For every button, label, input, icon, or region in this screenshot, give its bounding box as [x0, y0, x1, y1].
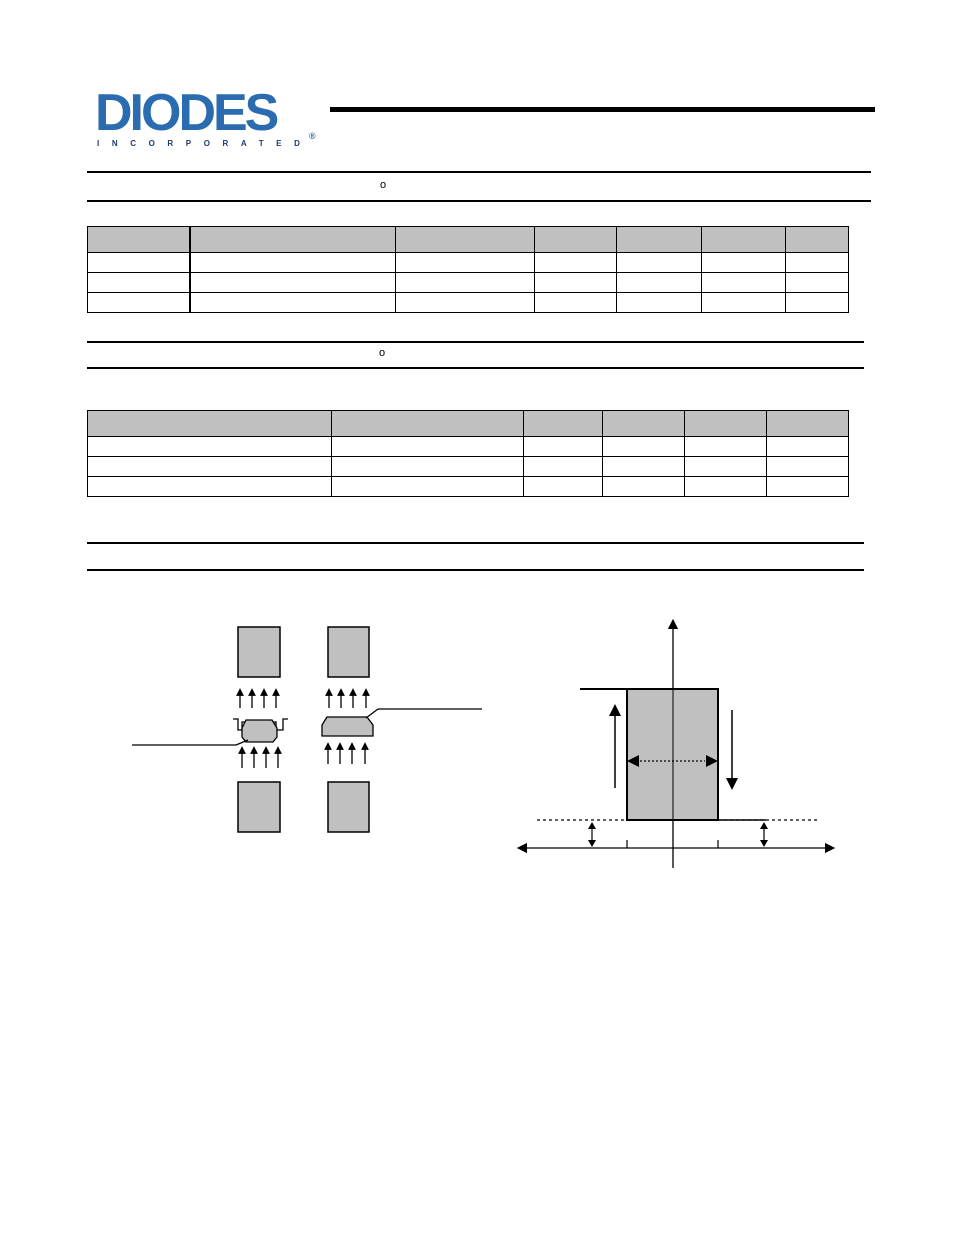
upward-arrows-lower-right [328, 746, 365, 764]
section1-degree-symbol: o [380, 179, 387, 191]
lower-left-electrode [238, 782, 280, 832]
pulse-waveform [522, 624, 830, 868]
registered-mark: ® [309, 131, 316, 141]
upper-right-electrode [328, 627, 369, 677]
logo-wordmark: DIODES [95, 84, 277, 142]
gull-wing-device [233, 719, 288, 742]
upward-arrows-lower-left [242, 750, 278, 768]
upper-left-electrode [238, 627, 280, 677]
lower-right-electrode [328, 782, 369, 832]
right-leader-line [366, 709, 378, 718]
upward-arrows-upper-left [240, 692, 276, 708]
electrode-diagram [132, 627, 482, 832]
section2-degree-symbol: o [379, 347, 386, 359]
logo-subtext: INCORPORATED [97, 139, 313, 148]
flat-lead-device [322, 717, 373, 736]
upward-arrows-upper-right [329, 692, 366, 708]
